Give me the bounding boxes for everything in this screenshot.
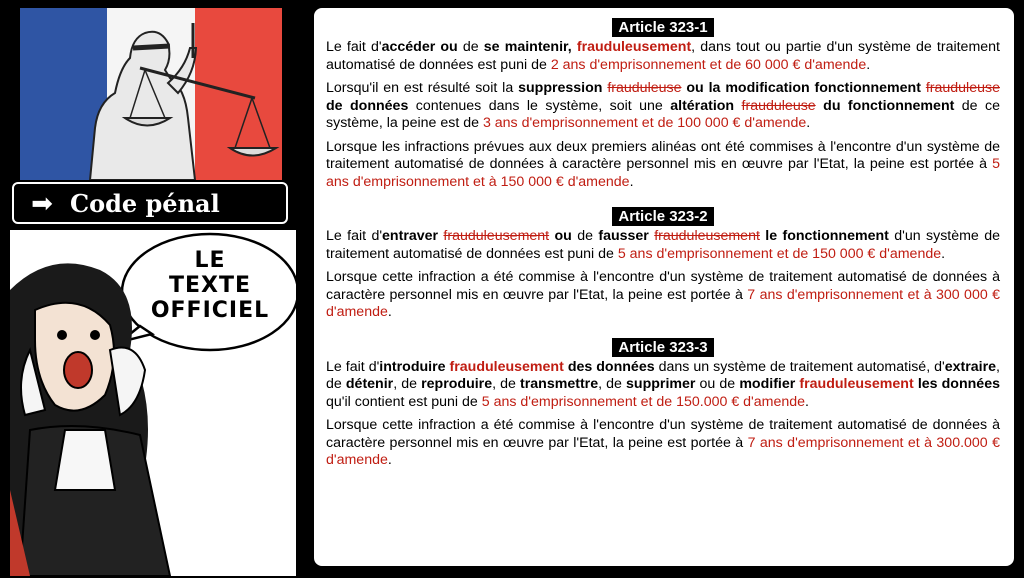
text-run: Lorsque les infractions prévues aux deux premiers alinéas ont été commises à l'encontre d'un système de traitement automatisé de données à caractère personnel mis en œuvre par l'Etat, la peine est portée à [326, 138, 1000, 172]
text-run: qu'il contient est puni de [326, 393, 482, 410]
text-run: , de [492, 376, 521, 392]
article-paragraph [326, 139, 1000, 192]
article-paragraph [326, 269, 1000, 322]
text-run: , de [326, 358, 1000, 392]
text-run: reproduire [421, 376, 493, 392]
text-run: d'un système de traitement automatisé de données est puni de [326, 228, 1000, 262]
text-run: du fonctionnement [823, 97, 955, 114]
text-run: de [571, 228, 599, 244]
text-run: 7 ans d'emprisonnement et à 300.000 € d'amende [326, 434, 1001, 468]
article-paragraph [326, 359, 1000, 412]
code-penal-banner [12, 182, 288, 224]
text-run: extraire [944, 358, 997, 375]
text-run: modifier [739, 376, 796, 392]
text-run: 2 ans d'emprisonnement et de 60 000 € d'amende [550, 56, 867, 73]
bubble-line: LE [194, 248, 226, 273]
text-run: . [941, 245, 946, 262]
text-run: frauduleusement [654, 228, 760, 244]
text-run: , de [393, 376, 422, 392]
text-run: . [805, 393, 809, 410]
text-run: 5 ans d'emprisonnement et à 150 000 € d'amende [326, 156, 1000, 190]
text-run: . [806, 115, 811, 131]
text-run: , de [598, 376, 627, 392]
text-run: ou la modification fonctionnement [686, 80, 921, 96]
bubble-line: TEXTE [168, 273, 252, 298]
lady-justice-illustration [20, 8, 282, 180]
arrow-right-icon: ➡ [31, 187, 53, 218]
text-run: le fonctionnement [765, 228, 889, 244]
article-paragraph [326, 80, 1000, 133]
code-penal-title: Code pénal [70, 188, 220, 218]
article-section [326, 18, 1000, 191]
text-run: détenir [345, 376, 394, 392]
text-run: de données [326, 97, 409, 114]
text-run: . [629, 173, 634, 190]
article-paragraph [326, 228, 1000, 263]
text-run: frauduleusement [799, 376, 914, 392]
text-run: 7 ans d'emprisonnement et à 300 000 € d'amende [326, 286, 1001, 320]
article-section [326, 207, 1000, 322]
article-section [326, 338, 1000, 470]
article-title: Article 323-3 [612, 338, 713, 357]
text-run: . [387, 452, 392, 468]
text-run: frauduleusement [449, 358, 564, 375]
article-title: Article 323-2 [612, 207, 713, 226]
text-run: Le fait d' [326, 228, 383, 244]
text-run: Lorsqu'il en est résulté soit la [326, 80, 519, 96]
text-run: Lorsque cette infraction a été commise à l'encontre d'un système de traitement automatisé de données à caractère personnel mis en œuvre par l'Etat, la peine est portée à [326, 417, 1000, 451]
text-run: introduire [379, 358, 446, 375]
text-run: ou [554, 228, 572, 244]
text-run: Le fait d' [326, 358, 380, 375]
text-run: 5 ans d'emprisonnement et de 150 000 € d'amende [617, 245, 942, 262]
text-run: frauduleuse [607, 80, 682, 96]
illustration-panel [6, 4, 296, 572]
text-run: se maintenir, [483, 39, 572, 55]
comic-illustration [8, 228, 298, 578]
text-run: frauduleuse [925, 80, 1000, 96]
text-run: de ce système, la peine est de [326, 97, 1000, 131]
articles-panel [312, 6, 1016, 568]
text-run: frauduleusement [576, 39, 692, 55]
text-run: fausser [598, 228, 649, 244]
article-paragraph [326, 417, 1000, 470]
text-run: , dans tout ou partie d'un système de traitement automatisé de données est puni de [326, 39, 1000, 73]
text-run: les données [917, 376, 1000, 392]
text-run: Le fait d' [326, 39, 382, 55]
text-run: de [457, 39, 484, 55]
text-run: . [866, 56, 871, 73]
text-run: des données [567, 358, 655, 375]
text-run: frauduleuse [741, 97, 816, 114]
text-run: dans un système de traitement automatisé, d' [654, 358, 945, 375]
text-run: entraver [382, 228, 439, 244]
bubble-line: OFFICIEL [150, 298, 270, 323]
text-run: 3 ans d'emprisonnement et de 100 000 € d'amende [482, 115, 807, 131]
text-run: accéder ou [381, 39, 458, 55]
text-run: altération [670, 97, 735, 114]
text-run: 5 ans d'emprisonnement et de 150.000 € d'amende [481, 393, 806, 410]
text-run: transmettre [520, 376, 599, 392]
text-run: contenues dans le système, soit une [408, 97, 671, 114]
text-run: ou de [695, 376, 740, 392]
text-run: . [387, 304, 392, 320]
article-title: Article 323-1 [612, 18, 713, 37]
text-run [734, 98, 741, 114]
text-run: frauduleusement [443, 228, 550, 244]
article-paragraph [326, 39, 1000, 74]
text-run: Lorsque cette infraction a été commise à l'encontre d'un système de traitement automatisé de données à caractère personnel mis en œuvre par l'Etat, la peine est portée à [326, 269, 1000, 303]
text-run: suppression [518, 80, 603, 96]
speech-bubble-text [150, 248, 270, 323]
text-run: supprimer [626, 376, 696, 392]
